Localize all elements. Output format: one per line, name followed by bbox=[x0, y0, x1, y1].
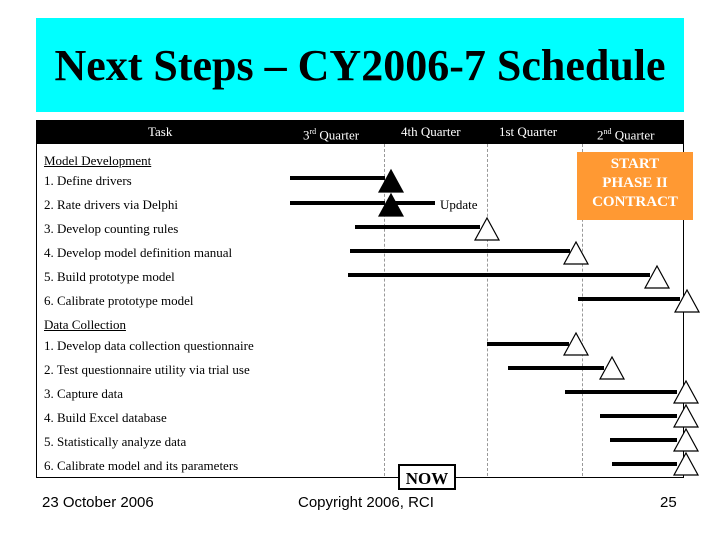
task-label: 5. Statistically analyze data bbox=[44, 434, 187, 449]
start-phase-ii-callout bbox=[577, 152, 693, 220]
open-milestone-icon bbox=[674, 453, 698, 475]
open-milestone-icon bbox=[674, 381, 698, 403]
header-q2: 2nd Quarter bbox=[597, 127, 655, 143]
start-line: CONTRACT bbox=[592, 194, 678, 210]
start-line: START bbox=[610, 156, 660, 172]
header-task: Task bbox=[148, 124, 173, 139]
page-number: 25 bbox=[660, 494, 677, 511]
open-milestone-icon bbox=[675, 290, 699, 312]
footer-copyright: Copyright 2006, RCI bbox=[298, 494, 434, 511]
open-milestone-icon bbox=[645, 266, 669, 288]
section-heading-model-development: Model Development bbox=[44, 153, 152, 168]
open-milestone-icon bbox=[475, 218, 499, 240]
task-label: 2. Rate drivers via Delphi bbox=[44, 197, 178, 212]
task-label: 4. Develop model definition manual bbox=[44, 245, 233, 260]
open-milestone-icon bbox=[674, 429, 698, 451]
section-heading-data-collection: Data Collection bbox=[44, 317, 126, 332]
task-label: 3. Capture data bbox=[44, 386, 124, 401]
task-label: 1. Define drivers bbox=[44, 173, 132, 188]
page-title: Next Steps – CY2006-7 Schedule bbox=[54, 41, 666, 90]
task-label: 5. Build prototype model bbox=[44, 269, 175, 284]
open-milestone-icon bbox=[564, 333, 588, 355]
task-label: 4. Build Excel database bbox=[44, 410, 167, 425]
task-label: 3. Develop counting rules bbox=[44, 221, 179, 236]
task-label: 1. Develop data collection questionnaire bbox=[44, 338, 254, 353]
task-label: 2. Test questionnaire utility via trial use bbox=[44, 362, 250, 377]
open-milestone-icon bbox=[564, 242, 588, 264]
footer-date: 23 October 2006 bbox=[42, 494, 154, 511]
filled-milestone-icon bbox=[379, 170, 403, 192]
task-label: 6. Calibrate prototype model bbox=[44, 293, 194, 308]
header-q1: 1st Quarter bbox=[499, 124, 558, 139]
open-milestone-icon bbox=[674, 405, 698, 427]
now-marker: NOW bbox=[398, 464, 456, 490]
header-q4: 4th Quarter bbox=[401, 124, 461, 139]
task-label: 6. Calibrate model and its parameters bbox=[44, 458, 239, 473]
open-milestone-icon bbox=[600, 357, 624, 379]
start-line: PHASE II bbox=[602, 175, 668, 191]
filled-milestone-icon bbox=[379, 194, 403, 216]
update-label: Update bbox=[440, 197, 478, 212]
header-q3: 3rd Quarter bbox=[303, 127, 360, 143]
